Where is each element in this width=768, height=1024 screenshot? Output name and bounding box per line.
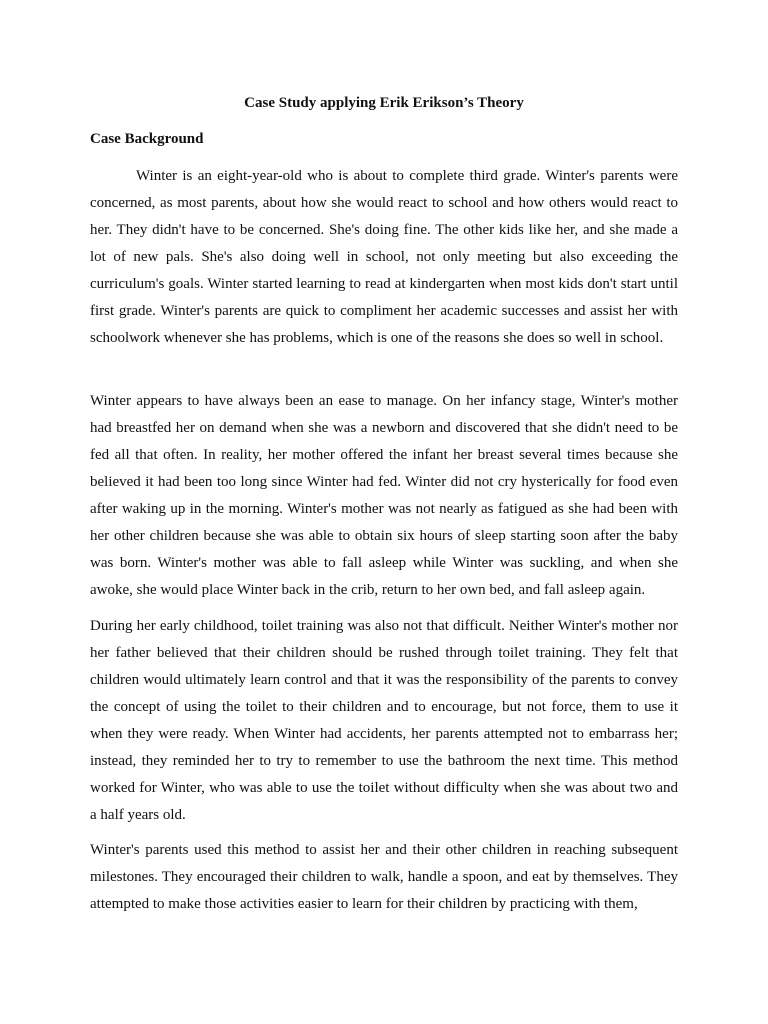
section-heading: Case Background bbox=[90, 131, 204, 147]
paragraph-2: Winter appears to have always been an ease to manage. On her infancy stage, Winter's mother had breastfed her on demand when she was a newborn and discovered that she didn't need to be fed all that often. In reality, her mother offered the infant her breast several times because she believed it had been too long since Winter had fed. Winter did not cry hysterically for food even after waking up in the morning. Winter's mother was not nearly as fatigued as she had been with her other children because she was able to obtain six hours of sleep starting soon after the baby was born. Winter's mother was able to fall asleep while Winter was suckling, and when she awoke, she would place Winter back in the crib, return to her own bed, and fall asleep again. bbox=[90, 393, 678, 598]
document-title: Case Study applying Erik Erikson’s Theory bbox=[244, 95, 524, 111]
paragraph-3: During her early childhood, toilet training was also not that difficult. Neither Winter's mother nor her father believed that their children should be rushed through toilet training. They felt that children would ultimately learn control and that it was the responsibility of the parents to convey the concept of using the toilet to their children and to encourage, but not force, them to use it when they were ready. When Winter had accidents, her parents attempted not to embarrass her; instead, they reminded her to try to remember to use the bathroom the next time. This method worked for Winter, who was able to use the toilet without difficulty when she was about two and a half years old. bbox=[90, 618, 678, 823]
paragraph-4: Winter's parents used this method to assist her and their other children in reaching subsequent milestones. They encouraged their children to walk, handle a spoon, and eat by themselves. They attempted to make those activities easier to learn for their children by practicing with them, bbox=[90, 842, 678, 912]
paragraph-1: Winter is an eight-year-old who is about to complete third grade. Winter's parents were concerned, as most parents, about how she would react to school and how others would react to her. They didn't have to be concerned. She's doing fine. The other kids like her, and she made a lot of new pals. She's also doing well in school, not only meeting but also exceeding the curriculum's goals. Winter started learning to read at kindergarten when most kids don't start until first grade. Winter's parents are quick to compliment her academic successes and assist her with schoolwork whenever she has problems, which is one of the reasons she does so well in school. bbox=[90, 168, 678, 346]
